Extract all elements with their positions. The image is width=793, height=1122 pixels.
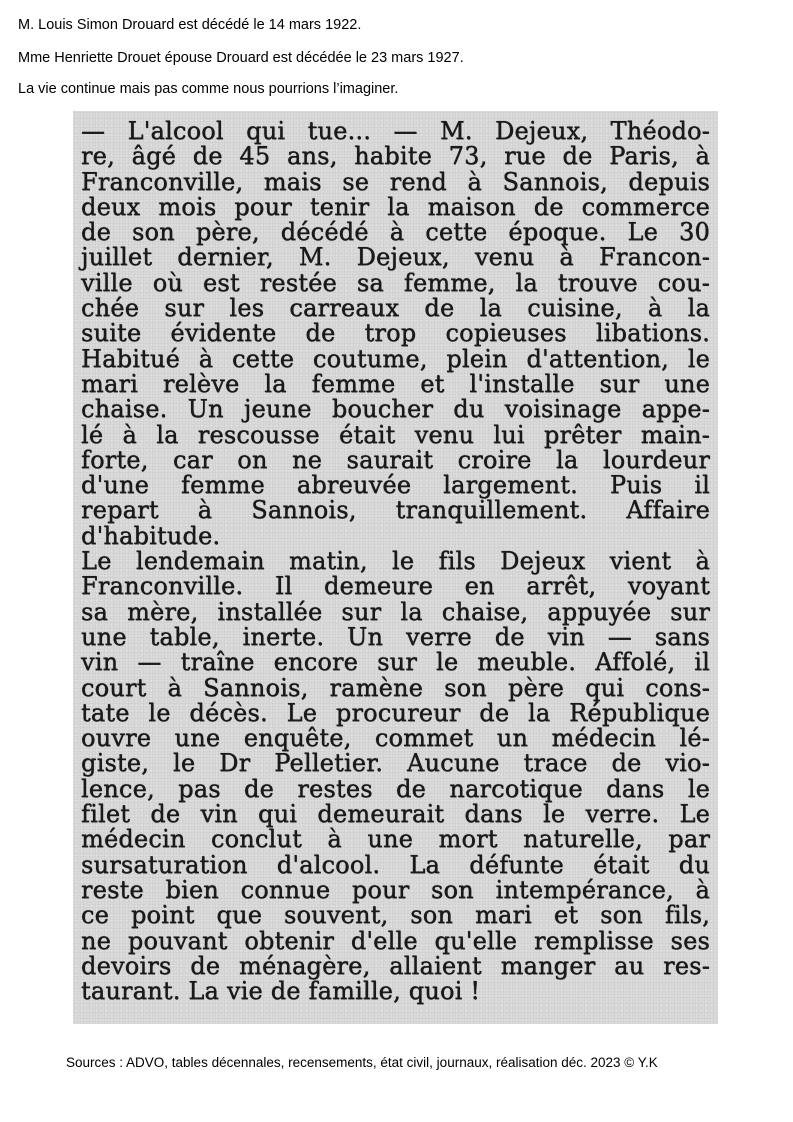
clipping-line: taurant. La vie de famille, quoi !: [81, 977, 481, 1006]
sources-footer: Sources : ADVO, tables décennales, recensements, état civil, journaux, réalisation déc. 2023 © Y.K: [66, 1055, 658, 1070]
clipping-line: chaise. Un jeune boucher du voisinage appe-: [81, 395, 710, 424]
clipping-line: Le lendemain matin, le fils Dejeux vient à: [81, 547, 710, 576]
intro-sentence: La vie continue mais pas comme nous pourrions l’imaginer.: [18, 81, 399, 97]
clipping-line: vin — traîne encore sur le meuble. Affolé, il: [81, 648, 710, 677]
clipping-line: — L'alcool qui tue... — M. Dejeux, Théodo-: [81, 117, 710, 145]
clipping-line: lence, pas de restes de narcotique dans le: [81, 774, 710, 803]
clipping-line: une table, inerte. Un verre de vin — sans: [81, 622, 710, 651]
clipping-line: de son père, décédé à cette époque. Le 30: [81, 218, 710, 247]
clipping-line: d'une femme abreuvée largement. Puis il: [81, 471, 710, 500]
clipping-line: ce point que souvent, son mari et son fils,: [81, 901, 710, 930]
newspaper-clipping: [73, 111, 718, 1024]
clipping-line: court à Sannois, ramène son père qui cons-: [81, 673, 710, 702]
clipping-line: Franconville. Il demeure en arrêt, voyant: [81, 572, 710, 601]
death-notice-henriette: Mme Henriette Drouet épouse Drouard est décédée le 23 mars 1927.: [18, 50, 464, 66]
clipping-line: d'habitude.: [81, 521, 221, 550]
clipping-line: filet de vin qui demeurait dans le verre. Le: [81, 800, 710, 829]
clipping-line: ville où est restée sa femme, la trouve cou-: [81, 268, 710, 297]
clipping-line: deux mois pour tenir la maison de commerce: [81, 192, 710, 221]
clipping-line: ne pouvant obtenir d'elle qu'elle remplisse ses: [81, 926, 710, 955]
clipping-line: giste, le Dr Pelletier. Aucune trace de vio-: [81, 749, 710, 778]
clipping-line: suite évidente de trop copieuses libations.: [81, 319, 710, 348]
clipping-line: devoirs de ménagère, allaient manger au res-: [81, 951, 710, 980]
clipping-line: re, âgé de 45 ans, habite 73, rue de Paris, à: [81, 142, 710, 171]
clipping-line: juillet dernier, M. Dejeux, venu à Francon-: [81, 243, 710, 272]
death-notice-louis: M. Louis Simon Drouard est décédé le 14 mars 1922.: [18, 17, 362, 33]
clipping-line: ouvre une enquête, commet un médecin lé-: [81, 724, 710, 753]
clipping-line: tate le décès. Le procureur de la République: [81, 698, 710, 727]
clipping-line: repart à Sannois, tranquillement. Affaire: [81, 496, 710, 525]
clipping-line: mari relève la femme et l'installe sur une: [81, 369, 710, 398]
clipping-line: reste bien connue pour son intempérance, à: [81, 875, 710, 904]
clipping-line: forte, car on ne saurait croire la lourdeur: [81, 445, 710, 474]
clipping-line: médecin conclut à une mort naturelle, par: [81, 825, 710, 854]
clipping-line: Habitué à cette coutume, plein d'attention, le: [81, 344, 710, 373]
clipping-line: lé à la rescousse était venu lui prêter main-: [81, 420, 710, 449]
clipping-line: Franconville, mais se rend à Sannois, depuis: [81, 167, 710, 196]
clipping-line: chée sur les carreaux de la cuisine, à la: [81, 294, 710, 323]
clipping-line: sa mère, installée sur la chaise, appuyée sur: [81, 597, 710, 626]
clipping-line: sursaturation d'alcool. La défunte était du: [81, 850, 710, 879]
